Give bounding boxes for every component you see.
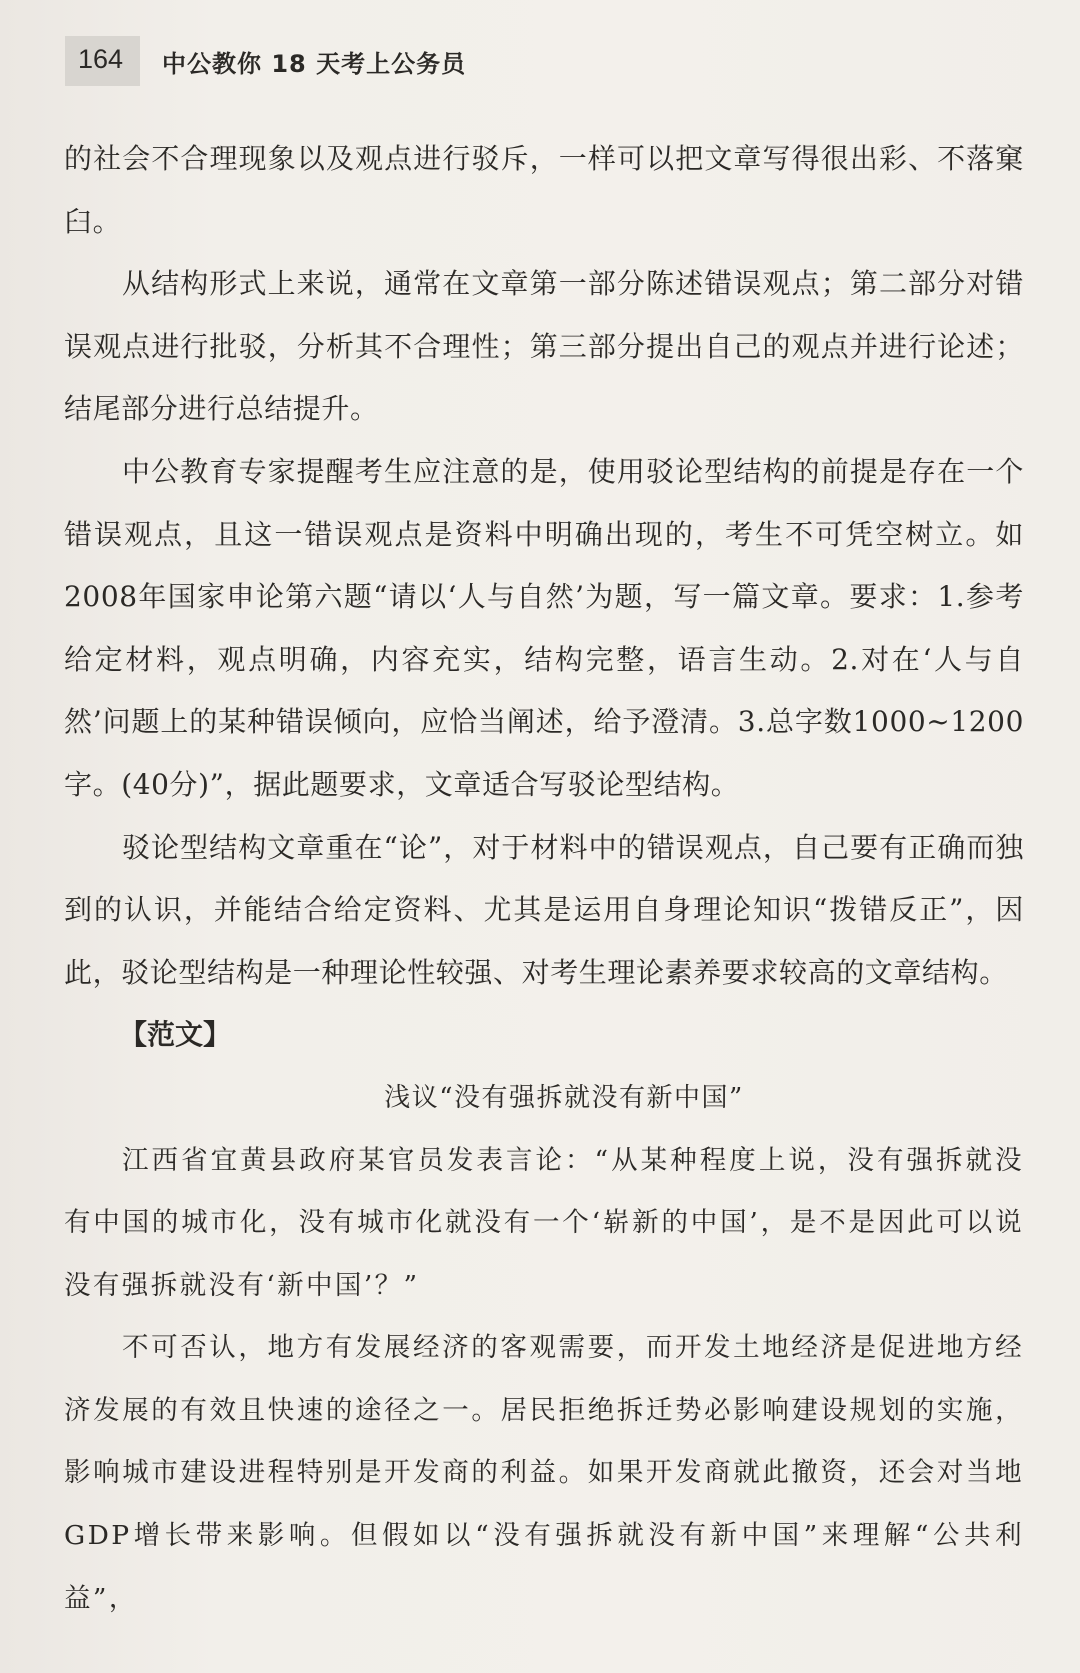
essay-paragraph-1: 江西省宜黄县政府某官员发表言论：“从某种程度上说，没有强拆就没有中国的城市化，没有城市化就没有一个‘崭新的中国’，是不是因此可以说没有强拆就没有‘新中国’？” — [64, 1144, 1024, 1301]
page-number: 164 — [78, 44, 124, 74]
paragraph-1: 的社会不合理现象以及观点进行驳斥，一样可以把文章写得很出彩、不落窠臼。 — [64, 142, 1024, 238]
essay-title: 浅议“没有强拆就没有新中国” — [384, 1082, 744, 1113]
essay-label: 【范文】 — [119, 1018, 232, 1052]
book-title: 中公教你 18 天考上公务员 — [162, 50, 467, 78]
page-content — [64, 128, 1024, 1630]
paragraph-2: 从结构形式上来说，通常在文章第一部分陈述错误观点；第二部分对错误观点进行批驳，分析其不合理性；第三部分提出自己的观点并进行论述；结尾部分进行总结提升。 — [64, 267, 1024, 426]
paragraph-3: 中公教育专家提醒考生应注意的是，使用驳论型结构的前提是存在一个错误观点，且这一错误观点是资料中明确出现的，考生不可凭空树立。如2008年国家申论第六题“请以‘人与自然’为题，写一篇文章。要求：1.参考给定材料，观点明确，内容充实，结构完整，语言生动。2.对在‘人与自然’问题上的某种错误倾向，应恰当阐述，给予澄清。3.总字数1000~1200字。(40分)”，据此题要求，文章适合写驳论型结构。 — [64, 454, 1024, 801]
page-header — [0, 0, 1080, 125]
essay-paragraph-2: 不可否认，地方有发展经济的客观需要，而开发土地经济是促进地方经济发展的有效且快速的途径之一。居民拒绝拆迁势必影响建设规划的实施，影响城市建设进程特别是开发商的利益。如果开发商就此撤资，还会对当地GDP增长带来影响。但假如以“没有强拆就没有新中国”来理解“公共利益”， — [64, 1332, 1024, 1614]
paragraph-4: 驳论型结构文章重在“论”，对于材料中的错误观点，自己要有正确而独到的认识，并能结合给定资料、尤其是运用自身理论知识“拨错反正”，因此，驳论型结构是一种理论性较强、对考生理论素养要求较高的文章结构。 — [64, 830, 1024, 989]
